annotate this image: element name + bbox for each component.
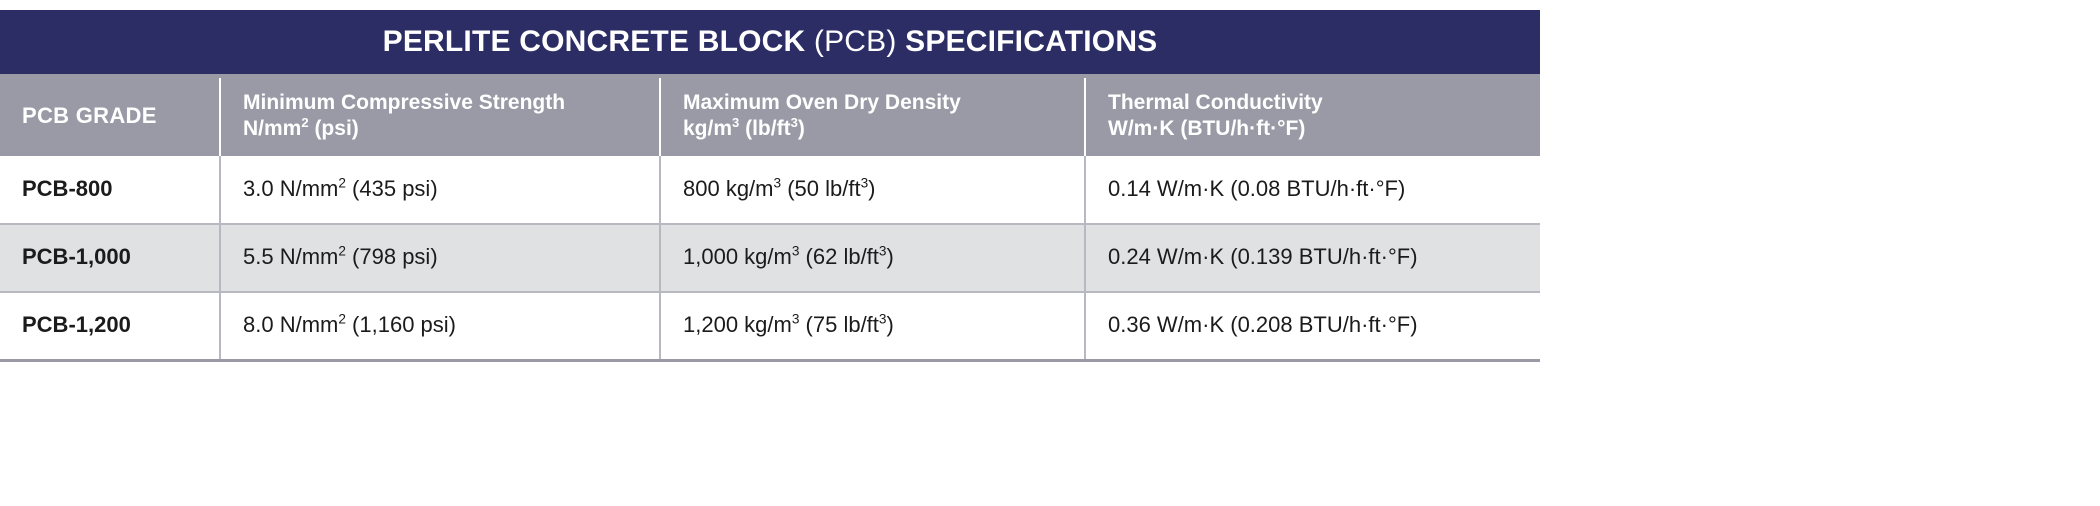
- column-header-thermal-conductivity: [1085, 78, 1540, 156]
- cell-grade: PCB‑1,000: [0, 224, 220, 292]
- specifications-table: [0, 78, 1540, 362]
- column-header-compressive-strength-line1: Minimum Compressive Strength: [243, 91, 566, 115]
- column-header-compressive-strength: [220, 78, 660, 156]
- cell-compressive-strength: 3.0 $N/mm^2$ (435 psi): [220, 156, 660, 224]
- cell-oven-dry-density: 1,200 $kg/m^3$ (75 $lb/ft^3$): [660, 292, 1085, 360]
- cell-thermal-conductivity: 0.24 W/m·K (0.139 BTU/h·ft·°F): [1085, 224, 1540, 292]
- cell-thermal-conductivity: 0.14 W/m·K (0.08 BTU/h·ft·°F): [1085, 156, 1540, 224]
- column-header-thermal-conductivity-line1: Thermal Conductivity: [1108, 91, 1323, 115]
- table-header: [0, 78, 1540, 156]
- table-title-bar: [0, 10, 1540, 78]
- table-row: [0, 156, 1540, 224]
- cell-thermal-conductivity: 0.36 W/m·K (0.208 BTU/h·ft·°F): [1085, 292, 1540, 360]
- table-header-row: [0, 78, 1540, 156]
- page-title-part-1: PERLITE CONCRETE BLOCK: [382, 25, 806, 58]
- cell-grade: PCB‑800: [0, 156, 220, 224]
- cell-oven-dry-density: 1,000 $kg/m^3$ (62 $lb/ft^3$): [660, 224, 1085, 292]
- cell-grade: PCB‑1,200: [0, 292, 220, 360]
- column-header-oven-dry-density-line2: $kg/m^3$ $(lb/ft^3)$: [683, 115, 805, 140]
- cell-compressive-strength: 8.0 $N/mm^2$ (1,160 psi): [220, 292, 660, 360]
- page-title-part-2: (PCB): [813, 25, 897, 58]
- table-body: [0, 156, 1540, 360]
- column-header-compressive-strength-line2: $N/mm^2$ (psi): [243, 115, 359, 140]
- column-header-thermal-conductivity-line2: W/m·K (BTU/h·ft·°F): [1108, 117, 1306, 140]
- page-title-part-3: SPECIFICATIONS: [905, 25, 1158, 58]
- cell-oven-dry-density: 800 $kg/m^3$ (50 $lb/ft^3$): [660, 156, 1085, 224]
- column-header-grade: [0, 78, 220, 156]
- column-header-grade-label: PCB GRADE: [22, 102, 157, 128]
- table-row: [0, 224, 1540, 292]
- table-row: [0, 292, 1540, 360]
- column-header-oven-dry-density-line1: Maximum Oven Dry Density: [683, 91, 961, 115]
- cell-compressive-strength: 5.5 $N/mm^2$ (798 psi): [220, 224, 660, 292]
- page-title: [383, 25, 1158, 59]
- column-header-oven-dry-density: [660, 78, 1085, 156]
